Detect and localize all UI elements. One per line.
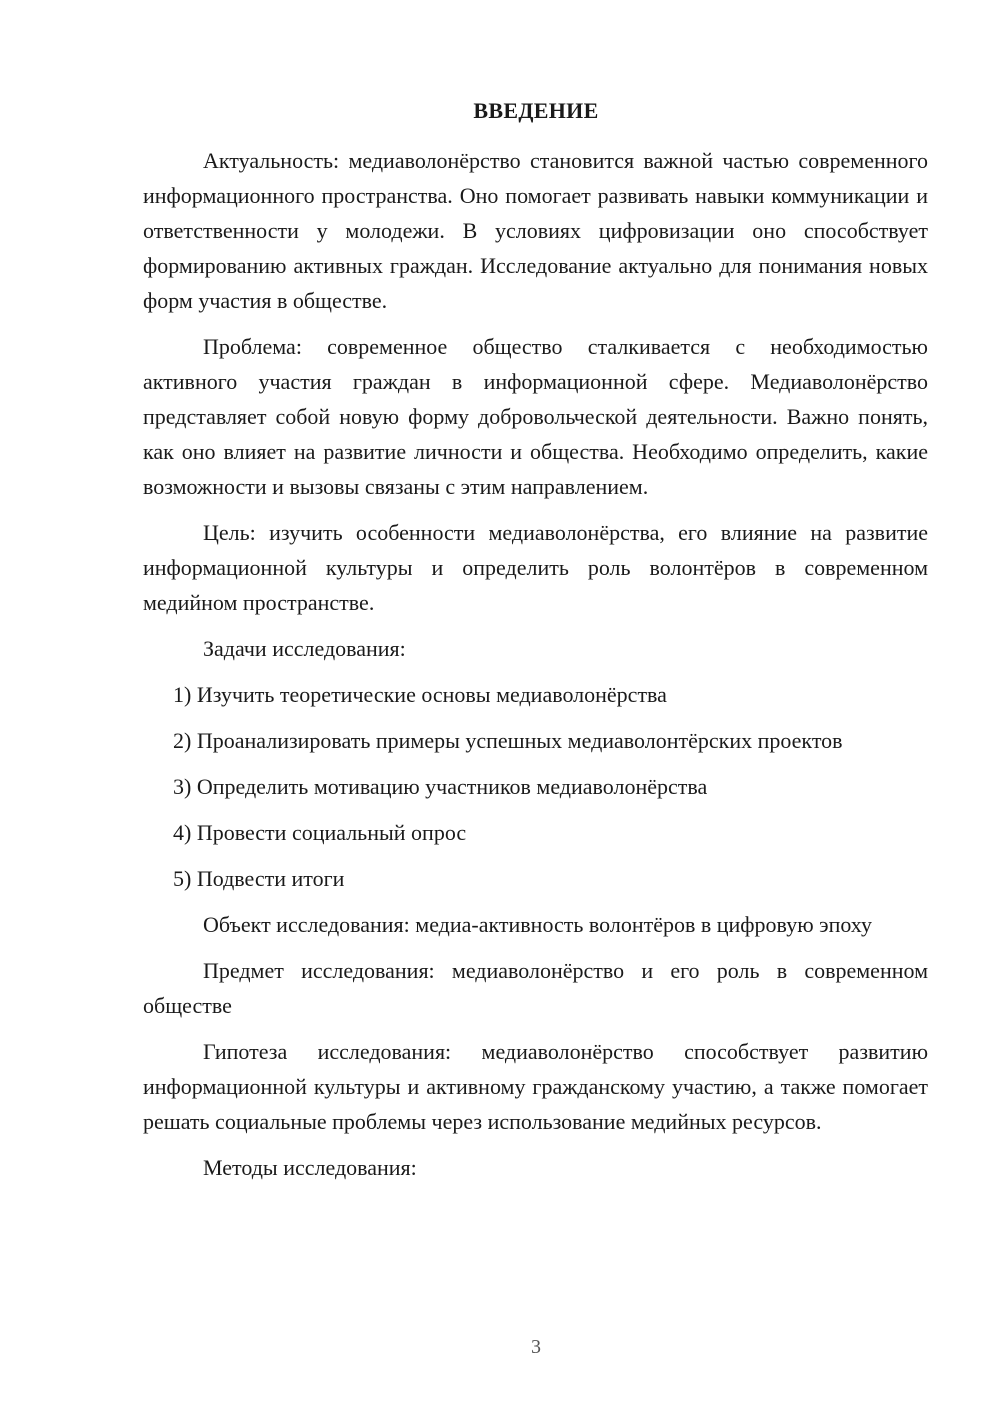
hypothesis-paragraph: Гипотеза исследования: медиаволонёрство способствует развитию информационной культуры и активному гражданскому участию, а также помогает решать социальные проблемы через использование медийных ресурсов. (143, 1039, 928, 1134)
methods-heading: Методы исследования: (203, 1155, 417, 1180)
task-item-3: 3) Определить мотивацию участников медиаволонёрства (173, 774, 708, 799)
task-item-5: 5) Подвести итоги (173, 866, 345, 891)
page-number: 3 (531, 1336, 541, 1358)
problem-paragraph: Проблема: современное общество сталкивается с необходимостью активного участия граждан в информационной сфере. Медиаволонёрство представляет собой новую форму добровольческой деятельности. Важно понять, как оно влияет на развитие личности и общества. Необходимо определить, какие возможности и вызовы связаны с этим направлением. (143, 334, 928, 499)
section-title: ВВЕДЕНИЕ (473, 98, 599, 123)
tasks-heading: Задачи исследования: (203, 636, 406, 661)
object-paragraph: Объект исследования: медиа-активность волонтёров в цифровую эпоху (203, 912, 872, 937)
task-item-4: 4) Провести социальный опрос (173, 820, 467, 845)
document-body (143, 143, 928, 1185)
subject-paragraph: Предмет исследования: медиаволонёрство и его роль в современном обществе (143, 958, 928, 1018)
task-item-2: 2) Проанализировать примеры успешных медиаволонтёрских проектов (173, 728, 843, 753)
relevance-paragraph: Актуальность: медиаволонёрство становится важной частью современного информационного пространства. Оно помогает развивать навыки коммуникации и ответственности у молодежи. В условиях цифровизации оно способствует формированию активных граждан. Исследование актуально для понимания новых форм участия в обществе. (143, 148, 928, 313)
goal-paragraph: Цель: изучить особенности медиаволонёрства, его влияние на развитие информационной культуры и определить роль волонтёров в современном медийном пространстве. (143, 520, 928, 615)
task-item-1: 1) Изучить теоретические основы медиаволонёрства (173, 682, 667, 707)
